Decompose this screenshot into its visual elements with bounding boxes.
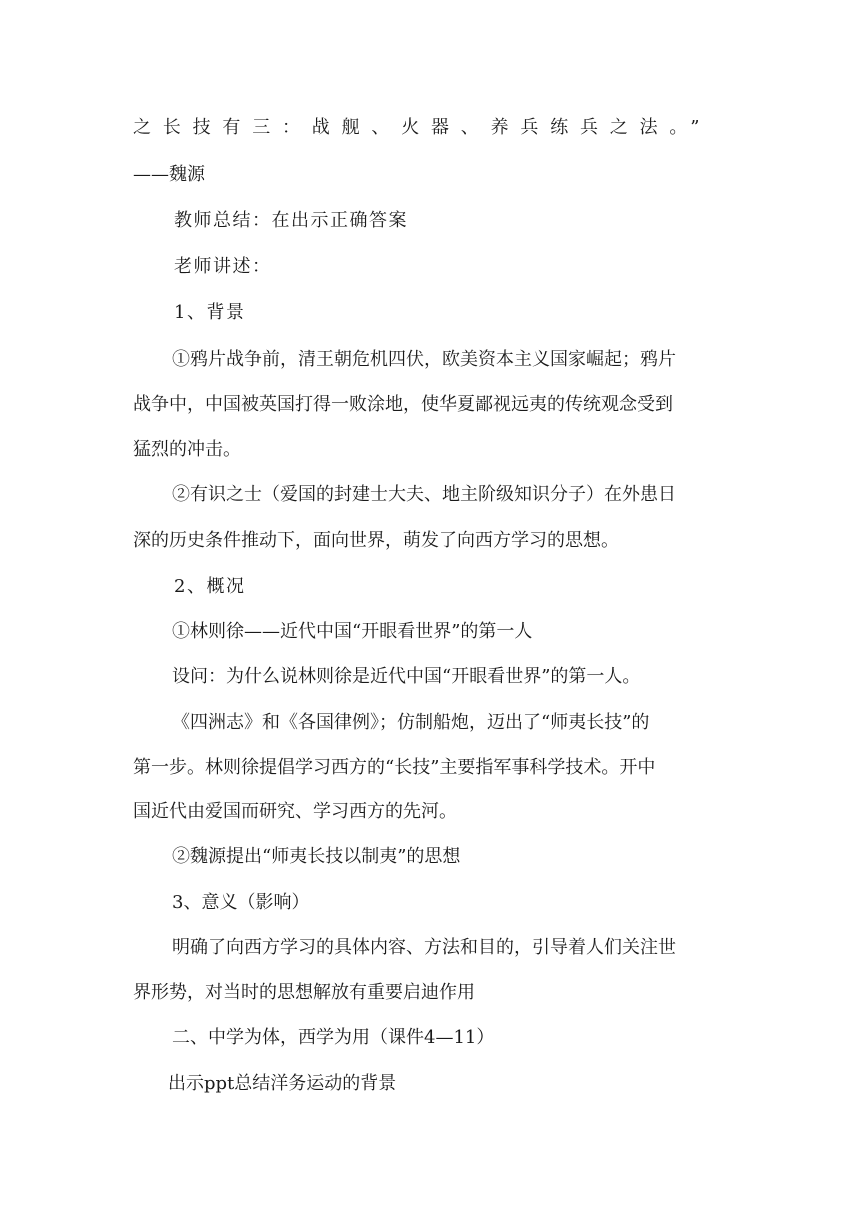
text-line: 明确了向西方学习的具体内容、方法和目的，引导着人们关注世: [172, 937, 676, 958]
section-heading: 1、背景: [174, 302, 246, 323]
text-line: 出示ppt总结洋务运动的背景: [168, 1073, 397, 1094]
text-line: ②魏源提出“师夷长技以制夷”的思想: [172, 846, 461, 867]
section-heading: 二、中学为体，西学为用（课件4—11）: [172, 1027, 495, 1048]
text-line: 战争中，中国被英国打得一败涂地，使华夏鄙视远夷的传统观念受到: [133, 394, 673, 415]
text-line: 教师总结：在出示正确答案: [174, 210, 408, 231]
text-line: ①鸦片战争前，清王朝危机四伏，欧美资本主义国家崛起；鸦片: [172, 349, 676, 370]
text-line: ——魏源: [133, 164, 205, 185]
text-line: 猛烈的冲击。: [133, 439, 241, 460]
text-line: 老师讲述：: [174, 256, 272, 277]
text-line: 《四洲志》和《各国律例》；仿制船炮，迈出了“师夷长技”的: [172, 712, 650, 733]
section-heading: 2、概况: [174, 576, 246, 597]
section-heading: 3、意义（影响）: [172, 892, 310, 913]
text-line: ①林则徐——近代中国“开眼看世界”的第一人: [172, 621, 533, 642]
text-line: ②有识之士（爱国的封建士大夫、地主阶级知识分子）在外患日: [172, 484, 676, 505]
text-line: 设问：为什么说林则徐是近代中国“开眼看世界”的第一人。: [172, 666, 641, 687]
text-line: 界形势，对当时的思想解放有重要启迪作用: [133, 982, 475, 1003]
text-line: 国近代由爱国而研究、学习西方的先河。: [133, 801, 457, 822]
text-line: 第一步。林则徐提倡学习西方的“长技”主要指军事科学技术。开中: [133, 757, 656, 778]
text-line: 深的历史条件推动下，面向世界，萌发了向西方学习的思想。: [133, 530, 619, 551]
text-line: 之长技有三：战舰、火器、养兵练兵之法。”: [133, 117, 712, 138]
